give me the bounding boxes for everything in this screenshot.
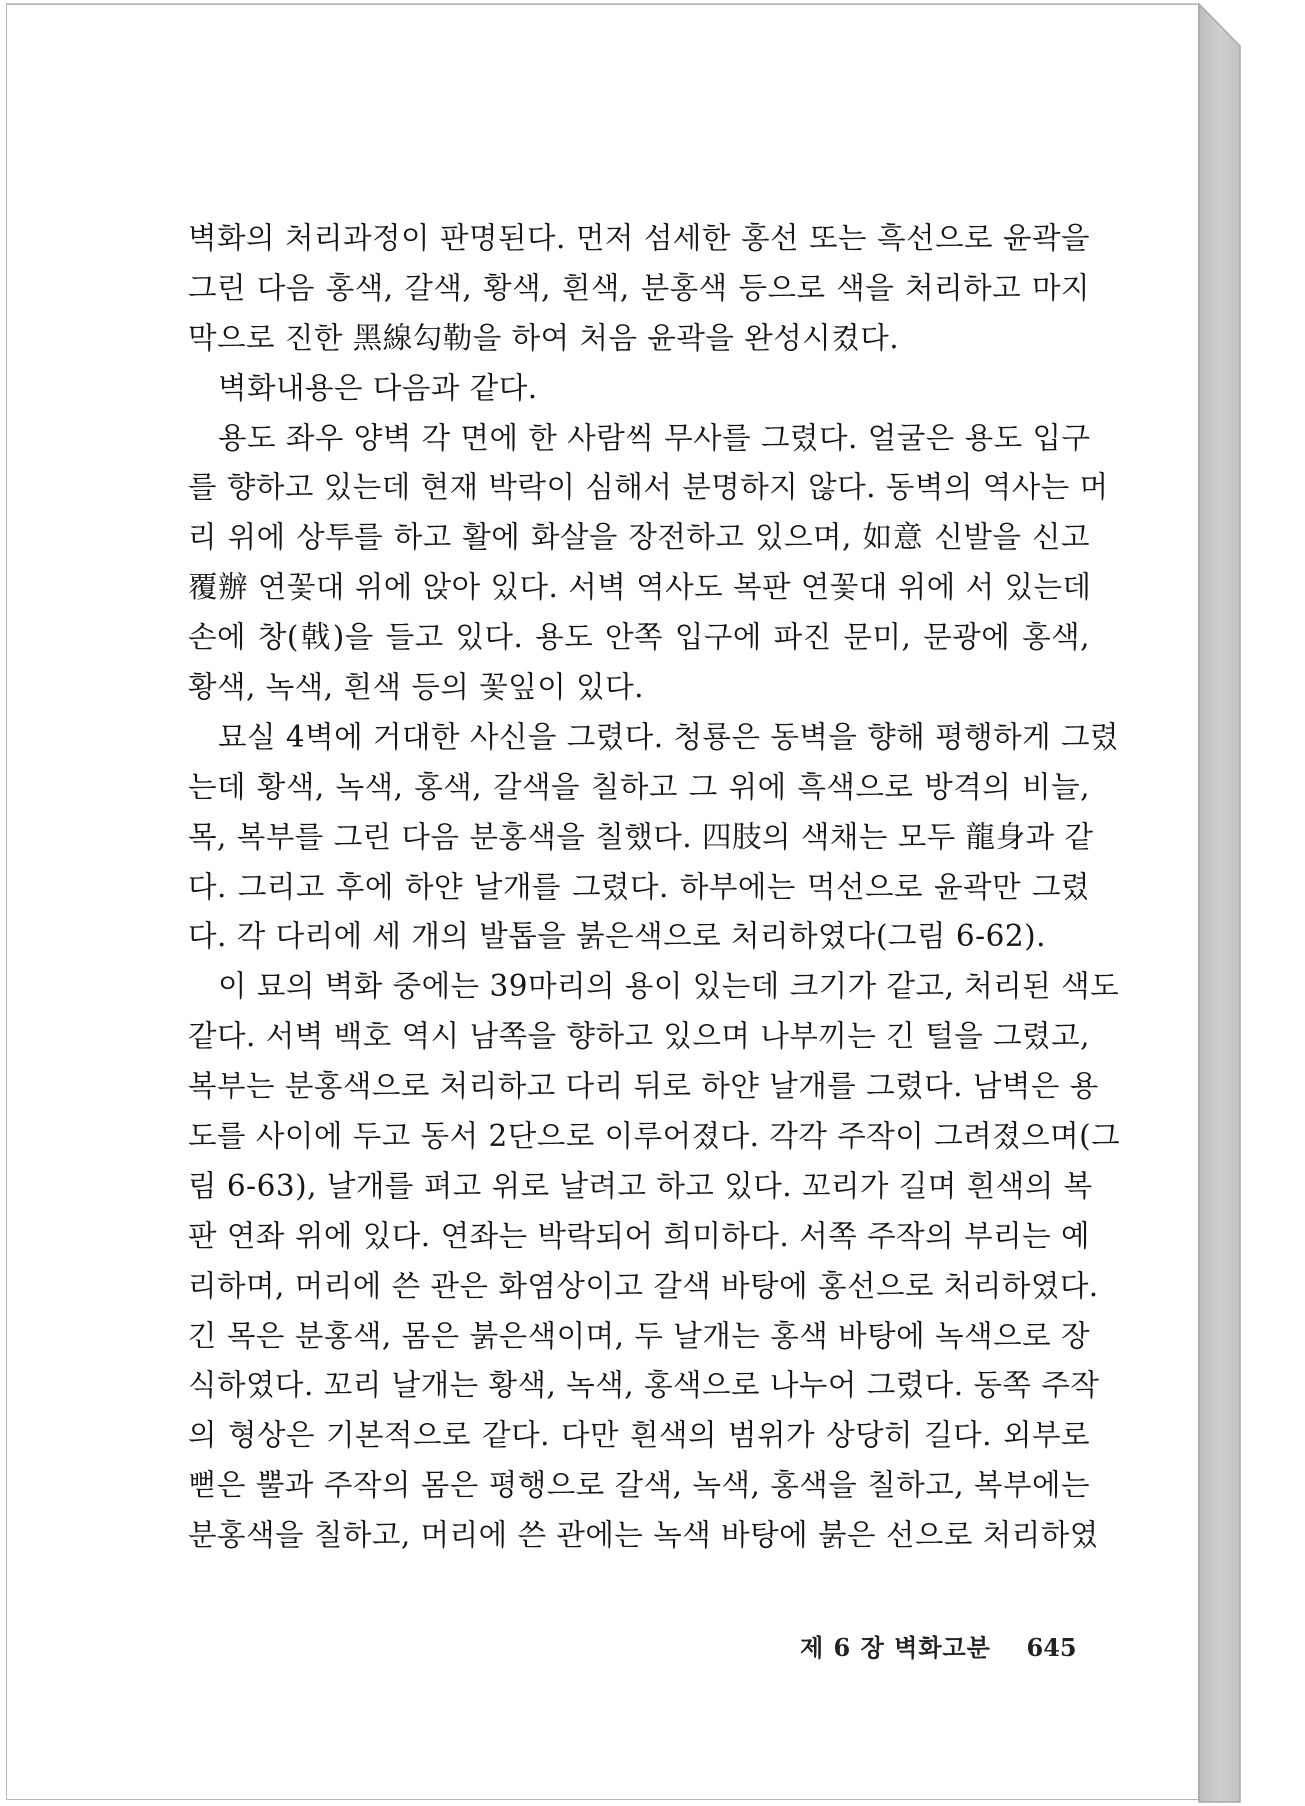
text-line: 를 향하고 있는데 현재 박락이 심해서 분명하지 않다. 동벽의 역사는 머 [188,470,1109,505]
text-line: 다. 그리고 후에 하얀 날개를 그렸다. 하부에는 먹선으로 윤곽만 그렸 [188,869,1090,904]
text-line: 의 형상은 기본적으로 같다. 다만 흰색의 범위가 상당히 길다. 외부로 [188,1418,1090,1453]
page-footer [800,1628,1077,1668]
text-line: 벽화의 처리과정이 판명된다. 먼저 섬세한 홍선 또는 흑선으로 윤곽을 [188,221,1090,255]
text-line: 리 위에 상투를 하고 활에 화살을 장전하고 있으며, 如意 신발을 신고 [188,520,1090,555]
text-line: 복부는 분홍색으로 처리하고 다리 뒤로 하얀 날개를 그렸다. 남벽은 용 [188,1069,1099,1104]
text-line: 이 묘의 벽화 중에는 39마리의 용이 있는데 크기가 같고, 처리된 색도 [218,969,1120,1004]
text-line: 목, 복부를 그린 다음 분홍색을 칠했다. 四肢의 색채는 모두 龍身과 같 [188,819,1094,854]
text-line: 긴 목은 분홍색, 몸은 붉은색이며, 두 날개는 홍색 바탕에 녹색으로 장 [188,1318,1090,1353]
body-text [188,214,1121,1561]
text-line: 황색, 녹색, 흰색 등의 꽃잎이 있다. [188,670,644,705]
chapter-title: 제 6 장 벽화고분 [800,1633,991,1662]
text-line: 覆辦 연꽃대 위에 앉아 있다. 서벽 역사도 복판 연꽃대 위에 서 있는데 [188,570,1092,605]
text-line: 분홍색을 칠하고, 머리에 쓴 관에는 녹색 바탕에 붉은 선으로 처리하였 [188,1518,1099,1553]
text-line: 식하였다. 꼬리 날개는 황색, 녹색, 홍색으로 나누어 그렸다. 동쪽 주작 [188,1368,1100,1403]
text-line: 리하며, 머리에 쓴 관은 화염상이고 갈색 바탕에 홍선으로 처리하였다. [188,1268,1099,1303]
text-line: 용도 좌우 양벽 각 면에 한 사람씩 무사를 그렸다. 얼굴은 용도 입구 [218,420,1091,455]
page-number: 645 [1026,1633,1077,1662]
text-line: 손에 창(戟)을 들고 있다. 용도 안쪽 입구에 파진 문미, 문광에 홍색, [188,620,1090,655]
text-line: 림 6-63), 날개를 펴고 위로 날려고 하고 있다. 꼬리가 길며 흰색의 복 [188,1168,1093,1203]
text-line: 뻗은 뿔과 주작의 몸은 평행으로 갈색, 녹색, 홍색을 칠하고, 복부에는 [188,1468,1090,1503]
text-line: 벽화내용은 다음과 같다. [218,370,538,405]
text-line: 다. 각 다리에 세 개의 발톱을 붉은색으로 처리하였다(그림 6-62). [188,919,1046,954]
text-line: 판 연좌 위에 있다. 연좌는 박락되어 희미하다. 서쪽 주작의 부리는 예 [188,1218,1090,1253]
text-line: 막으로 진한 黑線勾勒을 하여 처음 윤곽을 완성시켰다. [188,320,900,355]
text-line: 같다. 서벽 백호 역시 남쪽을 향하고 있으며 나부끼는 긴 털을 그렸고, [188,1019,1090,1054]
text-line: 도를 사이에 두고 동서 2단으로 이루어졌다. 각각 주작이 그려졌으며(그 [188,1119,1121,1154]
text-line: 묘실 4벽에 거대한 사신을 그렸다. 청룡은 동벽을 향해 평행하게 그렸 [218,719,1119,754]
text-line: 는데 황색, 녹색, 홍색, 갈색을 칠하고 그 위에 흑색으로 방격의 비늘, [188,769,1090,804]
text-line: 그린 다음 홍색, 갈색, 황색, 흰색, 분홍색 등으로 색을 처리하고 마지 [188,270,1090,305]
